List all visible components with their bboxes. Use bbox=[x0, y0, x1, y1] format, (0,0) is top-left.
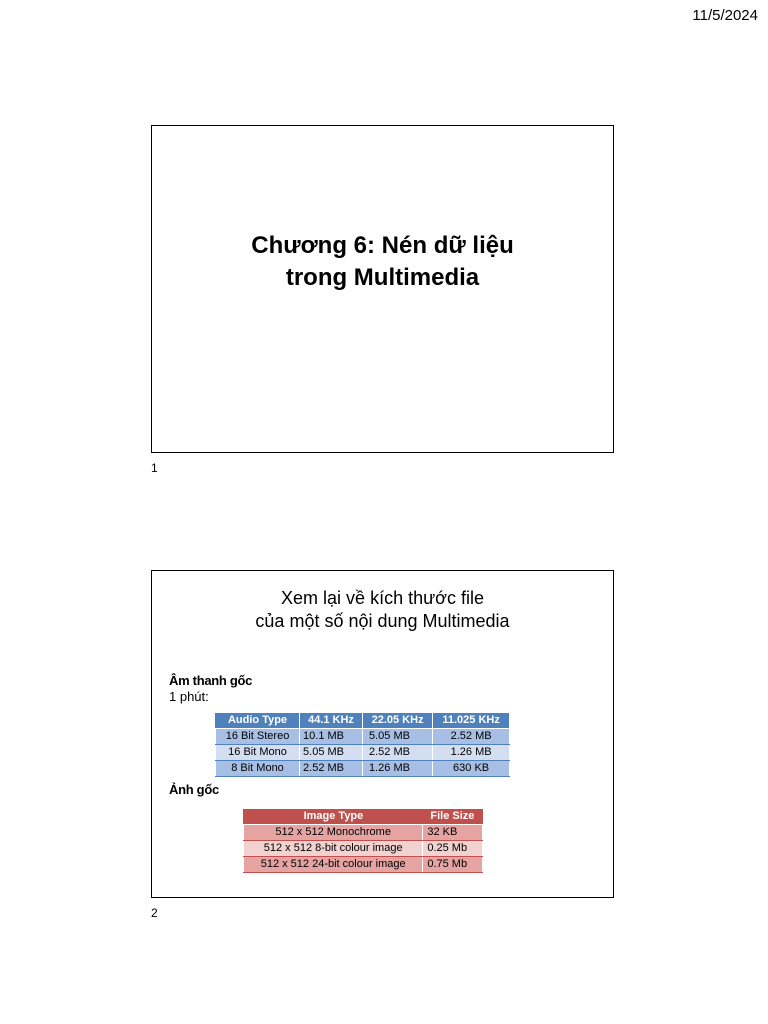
audio-table-header: 22.05 KHz bbox=[362, 713, 432, 729]
slide-2-title bbox=[152, 587, 613, 633]
table-cell: 2.52 MB bbox=[300, 761, 363, 777]
table-cell: 1.26 MB bbox=[362, 761, 432, 777]
table-cell: 16 Bit Stereo bbox=[216, 729, 300, 745]
table-row bbox=[244, 825, 483, 841]
table-row bbox=[216, 729, 510, 745]
table-cell: 630 KB bbox=[433, 761, 510, 777]
print-date: 11/5/2024 bbox=[692, 7, 758, 24]
image-table-header: Image Type bbox=[244, 809, 423, 825]
image-table-header-row bbox=[244, 809, 483, 825]
table-row bbox=[244, 857, 483, 873]
image-table-header: File Size bbox=[423, 809, 483, 825]
table-row bbox=[244, 841, 483, 857]
table-cell: 512 x 512 24-bit colour image bbox=[244, 857, 423, 873]
slide-2-title-line-2: của một số nội dung Multimedia bbox=[255, 611, 510, 631]
table-cell: 512 x 512 8-bit colour image bbox=[244, 841, 423, 857]
table-cell: 5.05 MB bbox=[362, 729, 432, 745]
slide-1 bbox=[151, 125, 614, 453]
image-heading: Ảnh gốc bbox=[169, 782, 219, 797]
audio-size-table bbox=[215, 713, 510, 777]
audio-heading: Âm thanh gốc bbox=[169, 673, 253, 688]
audio-table-header: 11.025 KHz bbox=[433, 713, 510, 729]
table-cell: 16 Bit Mono bbox=[216, 745, 300, 761]
audio-table-header-row bbox=[216, 713, 510, 729]
table-cell: 512 x 512 Monochrome bbox=[244, 825, 423, 841]
table-cell: 0.25 Mb bbox=[423, 841, 483, 857]
image-size-table bbox=[243, 809, 483, 873]
slide-1-number: 1 bbox=[151, 461, 158, 475]
audio-note: 1 phút: bbox=[169, 689, 209, 704]
slide-2-number: 2 bbox=[151, 906, 158, 920]
table-cell: 10.1 MB bbox=[300, 729, 363, 745]
table-cell: 32 KB bbox=[423, 825, 483, 841]
slide-1-title-line-1: Chương 6: Nén dữ liệu bbox=[251, 232, 514, 259]
slide-1-title bbox=[152, 230, 613, 294]
audio-table-header: Audio Type bbox=[216, 713, 300, 729]
audio-table-header: 44.1 KHz bbox=[300, 713, 363, 729]
table-cell: 1.26 MB bbox=[433, 745, 510, 761]
slide-1-title-line-2: trong Multimedia bbox=[285, 264, 480, 291]
table-row bbox=[216, 761, 510, 777]
table-cell: 0.75 Mb bbox=[423, 857, 483, 873]
slide-2 bbox=[151, 570, 614, 898]
table-row bbox=[216, 745, 510, 761]
table-cell: 2.52 MB bbox=[433, 729, 510, 745]
table-cell: 2.52 MB bbox=[362, 745, 432, 761]
slide-2-title-line-1: Xem lại về kích thước file bbox=[281, 588, 484, 608]
table-cell: 8 Bit Mono bbox=[216, 761, 300, 777]
table-cell: 5.05 MB bbox=[300, 745, 363, 761]
